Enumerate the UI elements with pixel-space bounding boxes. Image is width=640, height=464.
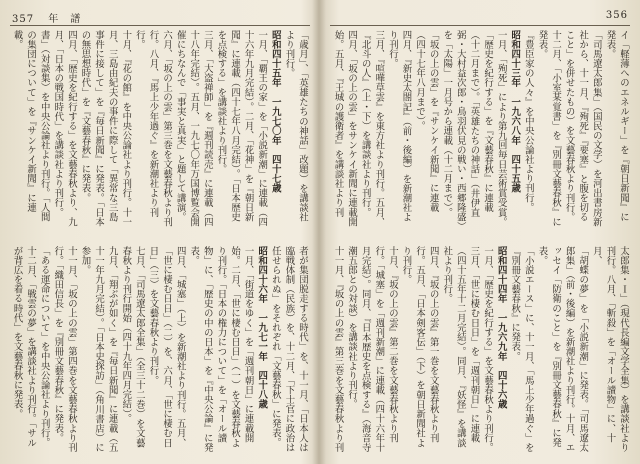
- entry: 七月、「司馬遼太郎全集」（全三十二巻）を文藝春秋より刊行開始（四十九年四月完結）。: [120, 246, 145, 448]
- year-heading: 昭和四十四年 一九六九年 四十六歳: [495, 246, 507, 410]
- entry: 一月、「殉死」により第九回毎日芸術賞受賞。「歴史を紀行する」を『文藝春秋』に連載（十二月まで）。「英雄たちの神話」（井伊直弼・大村益次郎・鳥羽伏見の戦い・西郷隆盛）を「太陽」一月号から連載（十二月まで）。「坂の上の雲」を『サンケイ新聞』に連載（四十七年八月まで）。: [414, 30, 507, 227]
- entry: 四月、「坂の上の雲」をサンケイ新聞に連載開始。五月、『王城の護衛者』を講談社より刊: [333, 30, 358, 227]
- year-heading: 昭和四十三年 一九六八年 四十五歳: [509, 30, 521, 194]
- entry: イ「軽薄へのエネルギー」を『朝日新聞』に発表。: [604, 30, 629, 222]
- entry: 一月、「覇王の家」を「小説新潮」に連載（四十六年九月完結）。二月、「花神」を『朝日新聞』に連載（四十七年八月完結）。「日本歴史を点検する」を講談社より刊行。: [215, 30, 268, 227]
- right-page-header: [606, 10, 628, 21]
- entry: 「小説エース」に、十一月、「馬上少年過ぐ」を『別冊文藝春秋』に発表。: [509, 246, 534, 453]
- entry: 四月、「城塞」（上）を新潮社より刊行。五月、「世に棲む日日」（二）を、六月、「世に棲む日日」（三）を文藝春秋より刊行。: [147, 246, 186, 448]
- entry: 三月、『喧嘩草雲』を東方社より刊行。五月、『北斗の人』（上・下）を講談社より刊行。: [359, 30, 385, 227]
- left-page-number: 357: [12, 14, 35, 25]
- entry: 十一月、「坂の上の雲」第四巻を文藝春秋より刊行。「織田信長」を『別冊文藝春秋』に発表。「ある運命について」を中央公論社より刊行。: [38, 246, 77, 453]
- entry: 太郎集・Ｉ」（現代長編文学全集）を講談社より刊行。八月、「斬殺」を「オール讀物」に、十月、: [590, 246, 629, 453]
- left-page-header: [12, 10, 81, 25]
- left-page-lower-column: [12, 246, 309, 454]
- left-header-rule: [10, 25, 310, 26]
- right-page-lower-column: [333, 246, 630, 454]
- entry: 書」（対談集）を中央公論社より刊行。「人間の集団について」を『サンケイ新聞』に連載。: [12, 30, 50, 222]
- right-page-upper-column: [333, 30, 630, 230]
- entry: 「胡蝶の夢」を「小説新潮」に発表。「司馬遼太郎集」（前・後編）を新潮社より刊行。十月、エッセイ「防衛のこと」を『別冊文藝春秋』に発表。: [536, 246, 589, 453]
- entry: 者が集団脱走する時代」を、十一月、「日本人は臨戦体制（民族）を、十二月、「下士官に政治は任せられぬ」をそれぞれ「文藝春秋」に発表。: [269, 246, 308, 453]
- entry: 一月、「歴史を紀行する」を文藝春秋より刊行。三月、「世に棲む日日」を「週刊朝日」に連載（四十五年十二月完結）。同月、『妖怪』を講談社より刊行。: [441, 246, 494, 453]
- entry: 十月、『花の館』を中央公論社より刊行。十一月、三島由紀夫の事件に際して「異常な三島事件に接して」を『毎日新聞』に発表。「日本の無思想時代」を『文藝春秋』に発表。: [79, 30, 132, 227]
- entry: 九月、「翔ぶが如く」を『毎日新聞』に連載（五十一年九月完結）。「日本史探訪」（角川書店）に参加。: [79, 246, 118, 453]
- right-page-number: 356: [605, 10, 628, 21]
- right-header-rule: [330, 25, 630, 26]
- entry: 「司馬遼太郎集」（国民の文学）を河出書房新社から、十一月、『殉死』『要塞』と腹を切ること」を併せたもの）を文藝春秋より刊行。十二月、「小室某覚書」を『別冊文藝春秋』に発表。: [536, 30, 602, 227]
- entry: 十月、『坂の上の雲』第二巻を文藝春秋より刊行。「城塞」を「週刊新潮」に連載（四十六年十月完結）。同月、『日本歴史を点検する』（海音寺潮五郎との対談）を講談社より刊行。: [346, 246, 398, 453]
- entry: 四月、『新史太閤記』（前・後編）を新潮社より刊行。: [386, 30, 412, 222]
- entry: 十一月、『坂の上の雲』第三巻を文藝春秋より刊: [333, 246, 344, 453]
- entry: 一月、「街道をゆく」を「週刊朝日」に連載開始。二月、「世に棲む日日」（一）を文藝春秋より刊行。「日本の権力について」を「オール讀物」に、「歴史の中の日本」を『中央公論』に発表。: [188, 246, 254, 453]
- entry: 十二月、「戦雲の夢」を講談社より刊行。「サルが背広を着る時代」を文藝春秋に発表。: [12, 246, 37, 448]
- year-heading: 昭和四十六年 一九七一年 四十八歳: [256, 246, 268, 410]
- book-gutter: [312, 0, 326, 464]
- entry: 『豊臣家の人々』を中央公論社より刊行。: [522, 30, 534, 213]
- left-page-title: 年 譜: [48, 14, 82, 25]
- entry: 「歳月」、「英雄たちの神話」改題）を講談社より刊行。: [283, 30, 308, 222]
- entry: 四月、『坂の上の雲』第一巻を文藝春秋より刊行。五月、「日本剣客伝」（下）を朝日新聞社より刊行。: [400, 246, 439, 448]
- year-heading: 昭和四十五年 一九七〇年 四十七歳: [269, 30, 281, 194]
- entry: 六月、「坂の上の雲」第三巻を文藝春秋より刊行。八月、『馬上少年過ぐ』を新潮社より刊行。: [133, 30, 173, 227]
- left-page-upper-column: [12, 30, 309, 230]
- entry: 四月、「歴史を紀行する」を文藝春秋より、九月、「日本の戦国時代」を講談社より刊行。: [52, 30, 77, 227]
- entry: 三月、「大盗禅師」を『週刊読売』に連載（四十八年完結）。五月、一九七〇年万国博覧会開催にちなんで「事実と真実」と題して講演。: [174, 30, 213, 227]
